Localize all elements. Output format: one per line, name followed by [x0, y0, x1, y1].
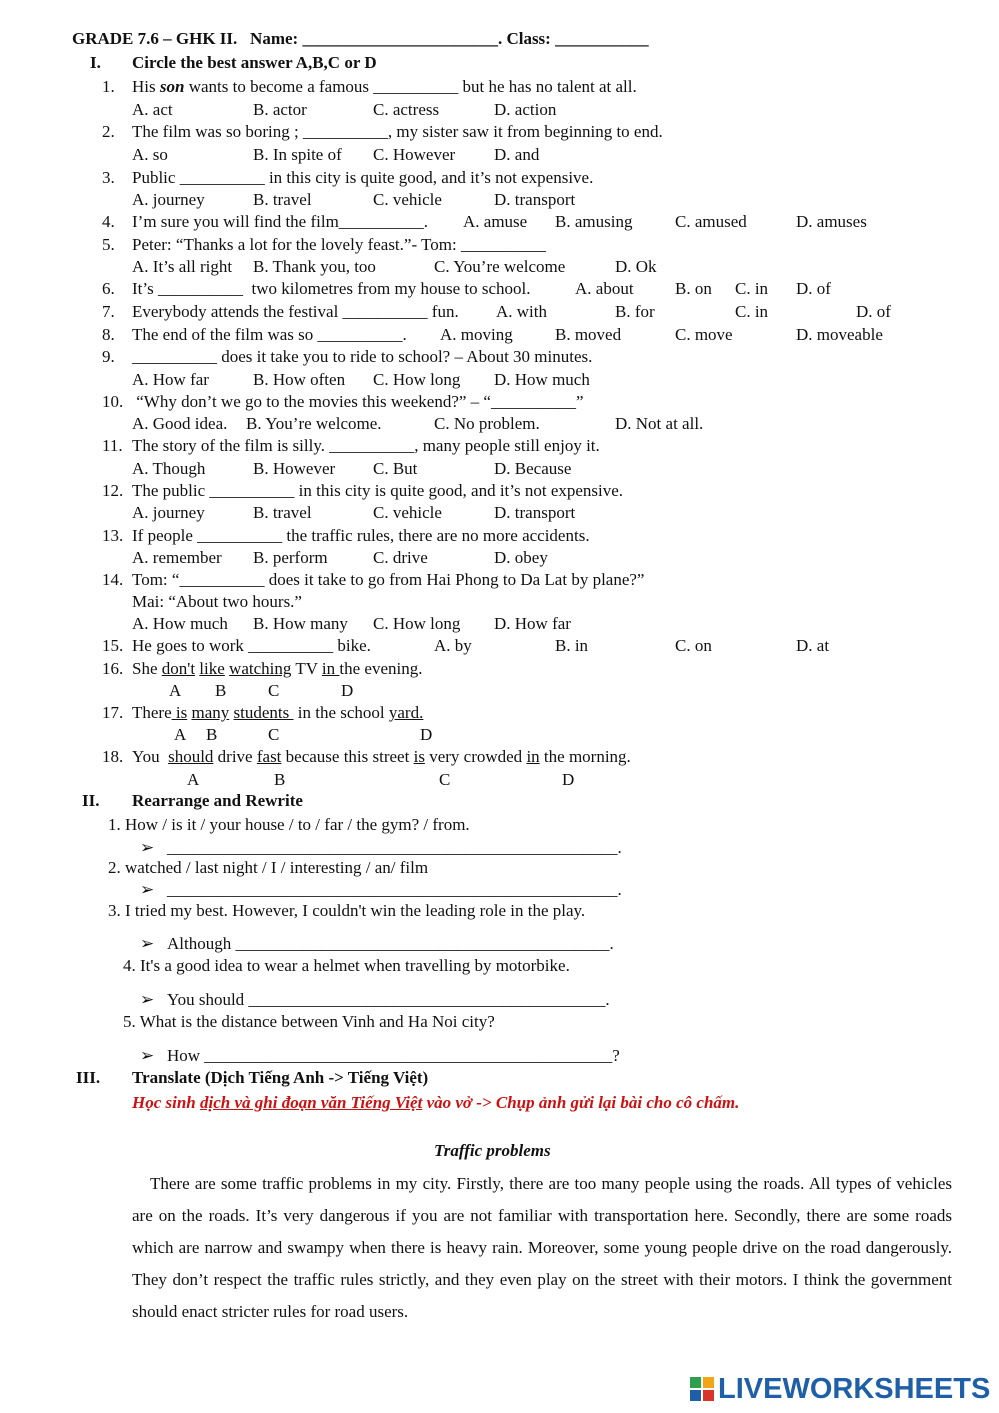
question-text: I’m sure you will find the film__________. [132, 212, 429, 231]
rearrange-prompt: 2. watched / last night / I / interesting / an/ film [108, 858, 429, 877]
option-c: C. How long [373, 370, 461, 389]
question-text: His son wants to become a famous __________ but he has no talent at all. [132, 77, 637, 96]
option-a: A. How far [132, 370, 209, 389]
error-sentence: You should drive fast because this street is very crowded in the morning. [132, 747, 631, 766]
arrow-bullet-icon: ➢ [140, 880, 155, 899]
option-c: C. actress [373, 100, 440, 119]
question-number: 8. [102, 325, 115, 344]
section-number: II. [82, 791, 100, 810]
option-d: D. How much [494, 370, 590, 389]
option-a: A. journey [132, 503, 205, 522]
option-d: D. amuses [796, 212, 867, 231]
question-text: He goes to work __________ bike. [132, 636, 371, 655]
option-c: C. vehicle [373, 190, 442, 209]
option-c: C. vehicle [373, 503, 442, 522]
question-text: The end of the film was so __________. [132, 325, 407, 344]
option-d: D. obey [494, 548, 548, 567]
option-c: C. on [675, 636, 712, 655]
option-c: C. But [373, 459, 418, 478]
answer-line[interactable]: Although ____________________________________________. [167, 934, 614, 953]
option-a: A. It’s all right [132, 257, 233, 276]
question-number: 15. [102, 636, 124, 655]
option-a: A. about [575, 279, 634, 298]
question-number: 9. [102, 347, 115, 366]
question-number: 7. [102, 302, 115, 321]
passage-title: Traffic problems [434, 1141, 551, 1160]
question-number: 12. [102, 481, 124, 500]
question-number: 17. [102, 703, 124, 722]
option-b: B. However [253, 459, 336, 478]
error-sentence: There is many students in the school yard. [132, 703, 424, 722]
option-c: C. in [735, 279, 769, 298]
section-title: Translate (Dịch Tiếng Anh -> Tiếng Việt) [132, 1068, 429, 1087]
option-a: A. remember [132, 548, 222, 567]
option-b: B. for [615, 302, 655, 321]
option-d: D. Ok [615, 257, 657, 276]
option-c: C. However [373, 145, 456, 164]
question-number: 11. [102, 436, 123, 455]
answer-line[interactable]: How ________________________________________________? [167, 1046, 620, 1065]
question-number: 6. [102, 279, 115, 298]
option-b: B. perform [253, 548, 328, 567]
arrow-bullet-icon: ➢ [140, 934, 155, 953]
option-b: B. In spite of [253, 145, 342, 164]
option-d: D. transport [494, 503, 576, 522]
question-text: The story of the film is silly. __________, many people still enjoy it. [132, 436, 600, 455]
question-text: Everybody attends the festival __________ fun. [132, 302, 459, 321]
option-a: A. How much [132, 614, 228, 633]
option-d: D. transport [494, 190, 576, 209]
arrow-bullet-icon: ➢ [140, 990, 155, 1009]
question-text: Public __________ in this city is quite good, and it’s not expensive. [132, 168, 594, 187]
marker-d: D [341, 681, 354, 700]
option-b: B. on [675, 279, 712, 298]
option-c: C. drive [373, 548, 428, 567]
question-text: Tom: “__________ does it take to go from Hai Phong to Da Lat by plane?” [132, 570, 645, 589]
option-a: A. amuse [463, 212, 528, 231]
option-c: C. in [735, 302, 769, 321]
option-b: B. amusing [555, 212, 633, 231]
rewrite-prompt: 3. I tried my best. However, I couldn't win the leading role in the play. [108, 901, 586, 920]
option-b: B. You’re welcome. [246, 414, 382, 433]
rewrite-prompt: 5. What is the distance between Vinh and Ha Noi city? [123, 1012, 495, 1031]
option-b: B. travel [253, 190, 312, 209]
passage-body: There are some traffic problems in my city. Firstly, there are too many people using the roads. All types of vehicles are on the roads. It’s very dangerous if you are not familiar with transportation here. Secondly, there are some roads which are narrow and swampy when there is heavy rain. Moreover, some young people drive on the road dangerously. They don’t respect the traffic rules strictly, and they even play on the street with their motors. I think the government should enact stricter rules for road users. [132, 1174, 952, 1321]
option-a: A. with [496, 302, 547, 321]
option-b: B. Thank you, too [253, 257, 376, 276]
rearrange-prompt: 1. How / is it / your house / to / far / the gym? / from. [108, 815, 470, 834]
liveworksheets-logo [690, 1373, 990, 1405]
logo-text: LIVEWORKSHEETS [718, 1372, 991, 1405]
option-b: B. actor [253, 100, 307, 119]
question-text: If people __________ the traffic rules, there are no more accidents. [132, 526, 590, 545]
instruction-text: Học sinh dịch và ghi đoạn văn Tiếng Việt vào vở -> Chụp ảnh gửi lại bài cho cô chấm. [132, 1093, 740, 1112]
marker-a: A [169, 681, 182, 700]
marker-b: B [215, 681, 227, 700]
marker-b: B [274, 770, 286, 789]
option-d: D. at [796, 636, 830, 655]
option-a: A. Though [132, 459, 206, 478]
answer-line[interactable]: _____________________________________________________. [167, 838, 622, 857]
worksheet-header: GRADE 7.6 – GHK II. Name: _______________________. Class: ___________ [72, 29, 649, 48]
option-a: A. moving [440, 325, 513, 344]
rewrite-prompt: 4. It's a good idea to wear a helmet when travelling by motorbike. [123, 956, 570, 975]
option-a: A. by [434, 636, 472, 655]
question-text: “Why don’t we go to the movies this weekend?” – “__________” [132, 392, 584, 411]
option-c: C. move [675, 325, 733, 344]
marker-c: C [268, 681, 280, 700]
answer-line[interactable]: You should __________________________________________. [167, 990, 610, 1009]
option-d: D. of [856, 302, 891, 321]
marker-a: A [187, 770, 200, 789]
option-c: C. No problem. [434, 414, 540, 433]
section-title: Circle the best answer A,B,C or D [132, 53, 377, 72]
option-c: C. How long [373, 614, 461, 633]
question-text: It’s __________ two kilometres from my house to school. [132, 279, 531, 298]
option-c: C. You’re welcome [434, 257, 566, 276]
option-a: A. Good idea. [132, 414, 228, 433]
question-number: 2. [102, 122, 115, 141]
option-b: B. How many [253, 614, 348, 633]
marker-b: B [206, 725, 218, 744]
arrow-bullet-icon: ➢ [140, 838, 155, 857]
question-text: The public __________ in this city is quite good, and it’s not expensive. [132, 481, 624, 500]
option-d: D. action [494, 100, 557, 119]
option-d: D. of [796, 279, 831, 298]
question-number: 5. [102, 235, 115, 254]
question-number: 13. [102, 526, 124, 545]
option-d: D. Because [494, 459, 572, 478]
question-number: 14. [102, 570, 124, 589]
option-d: D. How far [494, 614, 571, 633]
question-number: 18. [102, 747, 124, 766]
answer-line[interactable]: _____________________________________________________. [167, 880, 622, 899]
marker-d: D [562, 770, 575, 789]
option-a: A. act [132, 100, 173, 119]
question-number: 4. [102, 212, 115, 231]
option-b: B. How often [253, 370, 346, 389]
option-d: D. moveable [796, 325, 883, 344]
option-b: B. in [555, 636, 589, 655]
section-title: Rearrange and Rewrite [132, 791, 303, 810]
logo-mark-icon [690, 1377, 714, 1401]
option-a: A. so [132, 145, 168, 164]
section-number: I. [90, 53, 101, 72]
dialogue-reply: Mai: “About two hours.” [132, 592, 302, 611]
option-d: D. Not at all. [615, 414, 704, 433]
question-number: 10. [102, 392, 124, 411]
marker-c: C [268, 725, 280, 744]
question-number: 3. [102, 168, 115, 187]
option-c: C. amused [675, 212, 747, 231]
marker-d: D [420, 725, 433, 744]
marker-a: A [174, 725, 187, 744]
question-text: The film was so boring ; __________, my sister saw it from beginning to end. [132, 122, 663, 141]
arrow-bullet-icon: ➢ [140, 1046, 155, 1065]
question-text: Peter: “Thanks a lot for the lovely feast.”- Tom: __________ [132, 235, 546, 254]
option-d: D. and [494, 145, 540, 164]
question-number: 16. [102, 659, 124, 678]
question-text: __________ does it take you to ride to school? – About 30 minutes. [132, 347, 593, 366]
section-number: III. [76, 1068, 101, 1087]
error-sentence: She don't like watching TV in the evening. [132, 659, 423, 678]
option-b: B. travel [253, 503, 312, 522]
marker-c: C [439, 770, 451, 789]
question-number: 1. [102, 77, 115, 96]
option-a: A. journey [132, 190, 205, 209]
option-b: B. moved [555, 325, 622, 344]
